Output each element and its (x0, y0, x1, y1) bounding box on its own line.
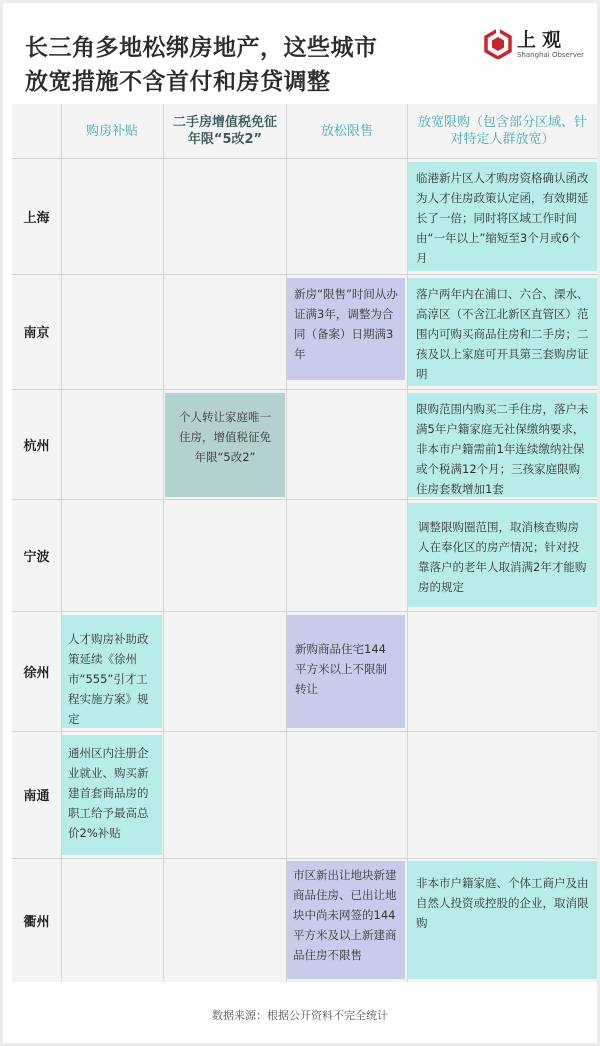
divider (12, 611, 597, 612)
policy-cell-purchase: 非本市户籍家庭、个体工商户及由自然人投资或控股的企业，取消限购 (408, 861, 597, 979)
divider (12, 499, 597, 500)
policy-cell-resale: 新房“限售”时间从办证满3年，调整为合同（备案）日期满3年 (287, 278, 405, 380)
divider (12, 389, 597, 390)
divider (61, 104, 62, 982)
policy-cell-subsidy: 通州区内注册企业就业、购买新建首套商品房的职工给予最高总价2%补贴 (62, 735, 162, 855)
city-label: 杭州 (23, 438, 50, 454)
policy-cell-resale: 新购商品住宅144平方米以上不限制转让 (287, 615, 405, 728)
policy-cell-vat: 个人转让家庭唯一住房，增值税征免年限“5改2” (165, 393, 285, 497)
divider (407, 104, 408, 982)
policy-cell-subsidy: 人才购房补助政策延续《徐州市“555”引才工程实施方案》规定 (62, 615, 162, 728)
city-label: 徐州 (23, 665, 50, 681)
divider (286, 104, 287, 982)
title-line-2: 放宽措施不含首付和房贷调整 (25, 69, 331, 95)
title-line-1: 长三角多地松绑房地产，这些城市 (25, 35, 378, 61)
city-label: 南通 (23, 789, 50, 804)
column-header-subsidy: 购房补贴 (85, 123, 138, 139)
city-label: 宁波 (23, 549, 50, 565)
policy-cell-purchase: 临港新片区人才购房资格确认函改为人才住房政策认定函，有效期延长了一倍；同时将区域工作时间由“一年以上”缩短至3个月或6个月 (408, 162, 597, 271)
divider (163, 104, 164, 982)
logo-name: 上观 (517, 29, 568, 51)
city-label: 上海 (23, 211, 50, 226)
column-header-vat: 二手房增值税免征年限“5改2” (172, 115, 277, 147)
divider (12, 858, 597, 859)
source-note: 数据来源：根据公开资料不完全统计 (212, 1009, 388, 1022)
divider (12, 158, 597, 159)
divider (12, 731, 597, 732)
header (3, 3, 597, 103)
policy-cell-purchase: 调整限购圈范围，取消核查购房人在奉化区的房产情况；针对投靠落户的老年人取消满2年才能购房的规定 (408, 503, 597, 607)
policy-table (12, 104, 597, 982)
policy-cell-resale: 市区新出让地块新建商品住房、已出让地块中尚未网签的144平方米及以上新建商品住房不限售 (287, 861, 405, 979)
policy-cell-purchase: 落户两年内在浦口、六合、溧水、高淳区（不含江北新区直管区）范围内可购买商品住房和二手房；二孩及以上家庭可开具第三套购房证明 (408, 278, 597, 386)
column-header-resale: 放松限售 (320, 123, 373, 139)
divider (12, 274, 597, 275)
infographic (3, 3, 597, 1043)
city-label: 南京 (23, 326, 50, 341)
column-header-purchase: 放宽限购（包含部分区域、针对特定人群放宽） (417, 115, 587, 147)
logo-subtitle: Shanghai Observer (517, 51, 585, 59)
logo (483, 25, 585, 65)
city-label: 衢州 (23, 914, 50, 930)
shanghai-observer-logo-icon (483, 29, 513, 59)
policy-cell-purchase: 限购范围内购买二手住房，落户未满5年户籍家庭无社保缴纳要求，非本市户籍需前1年连续缴纳社保或个税满12个月；三孩家庭限购住房套数增加1套 (408, 393, 597, 497)
